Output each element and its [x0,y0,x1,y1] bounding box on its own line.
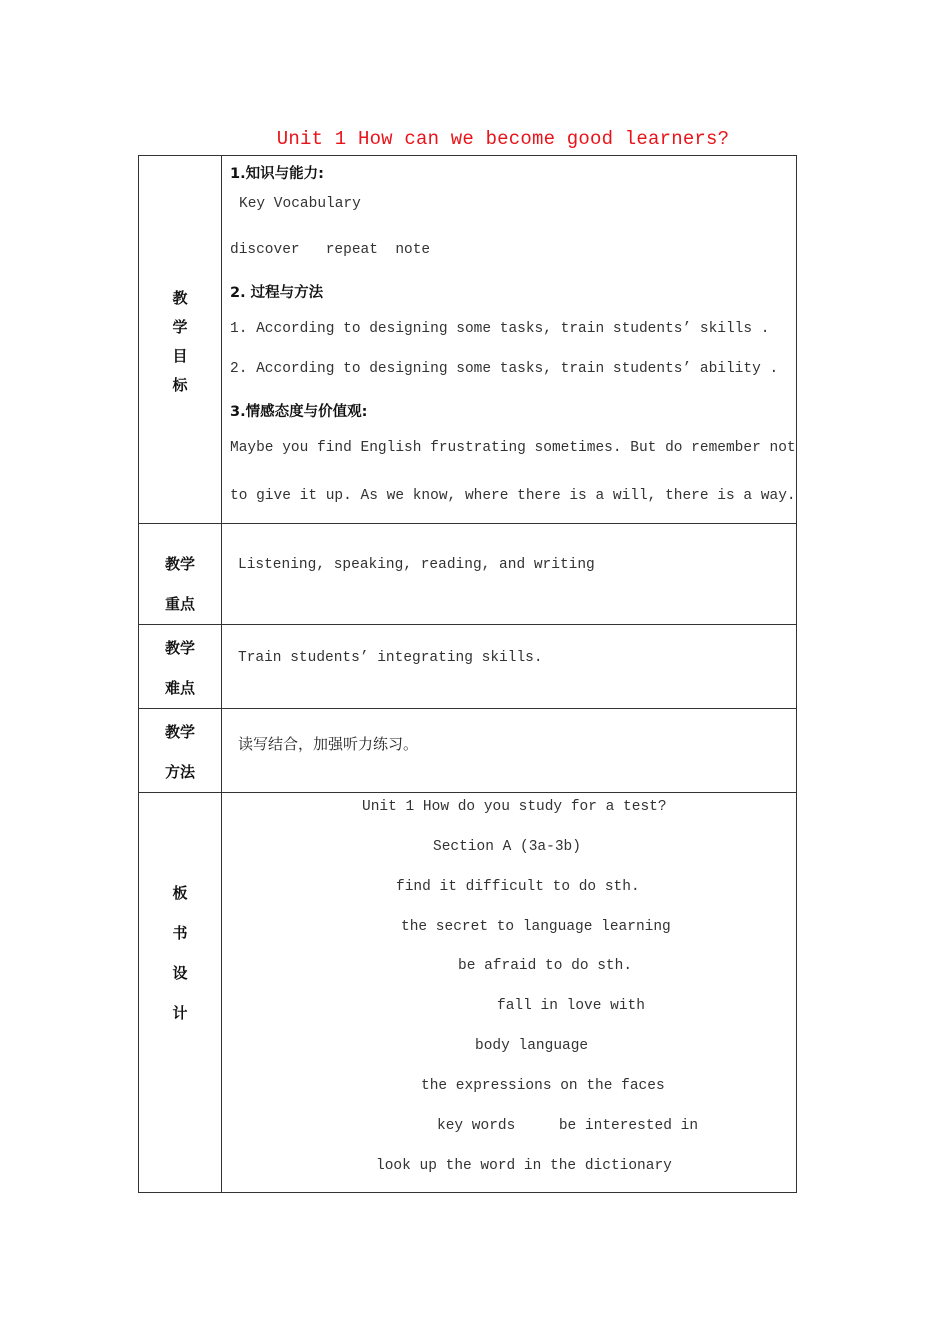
difficulties-label-line: 难点 [164,679,195,697]
board-line: the secret to language learning [401,919,671,935]
vocab-words: discover repeat note [230,242,431,258]
objectives-label-char: 标 [172,376,188,394]
attitude-heading: 3.情感态度与价值观: [230,404,368,420]
methods-label-line: 方法 [164,763,195,781]
methods-row [139,709,797,793]
process-item-2: 2. According to designing some tasks, train students’ ability . [230,361,779,377]
methods-content-cell [222,709,797,793]
board-line: find it difficult to do sth. [396,879,640,895]
vocab-title: Key Vocabulary [239,196,361,212]
difficulties-row [139,625,797,709]
objectives-content-cell [222,156,797,524]
attitude-line-1: Maybe you find English frustrating sometimes. But do remember not [230,440,796,456]
difficulties-content-cell [222,625,797,709]
objectives-label-char: 目 [172,347,188,365]
key-points-text: Listening, speaking, reading, and writing [238,557,595,573]
board-line: body language [475,1038,589,1054]
board-label-char: 设 [172,964,188,982]
difficulties-label-cell [139,625,222,709]
process-heading: 2. 过程与方法 [230,285,324,301]
board-line: the expressions on the faces [421,1078,665,1094]
process-item-1: 1. According to designing some tasks, train students’ skills . [230,321,770,337]
knowledge-heading: 1.知识与能力: [230,166,324,182]
objectives-label-cell [139,156,222,524]
key-points-content-cell [222,524,797,625]
board-content-cell [222,793,797,1193]
board-line: key words be interested in [437,1118,699,1134]
board-line: be afraid to do sth. [458,958,633,974]
methods-label-line: 教学 [164,723,195,741]
board-row [139,793,797,1193]
key-points-label-line: 重点 [164,595,195,613]
key-points-label-line: 教学 [164,555,195,573]
board-label-cell [139,793,222,1193]
board-line: Section A (3a-3b) [433,839,581,855]
objectives-label-char: 教 [172,289,188,307]
attitude-line-2: to give it up. As we know, where there is a will, there is a way. [230,488,796,504]
board-line: fall in love with [497,998,645,1014]
objectives-label-char: 学 [172,318,188,336]
objectives-row [139,156,797,524]
lesson-plan-table [138,155,797,1193]
board-label-char: 书 [172,924,188,942]
page-title: Unit 1 How can we become good learners? [276,128,730,150]
board-line: look up the word in the dictionary [376,1158,672,1174]
difficulties-text: Train students’ integrating skills. [238,650,543,666]
difficulties-label-line: 教学 [164,639,195,657]
methods-text: 读写结合，加强听力练习。 [238,735,419,753]
board-label-char: 计 [172,1004,188,1022]
key-points-row [139,524,797,625]
board-label-char: 板 [172,884,188,902]
board-line: Unit 1 How do you study for a test? [362,799,667,815]
methods-label-cell [139,709,222,793]
key-points-label-cell [139,524,222,625]
